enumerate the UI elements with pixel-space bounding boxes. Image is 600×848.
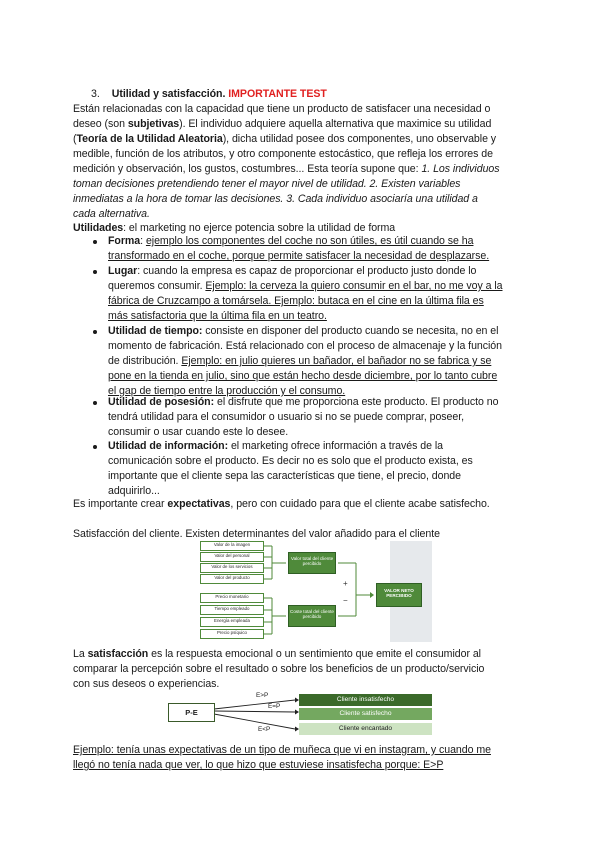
intro-line-2: deseo (son subjetivas). El individuo adquiere aquella alternativa que maximice su utilidad bbox=[73, 118, 492, 130]
intro-line-6: toman decisiones pretendiendo tener el mayor nivel de utilidad. 2. Existen variables bbox=[73, 178, 461, 190]
satisfaccion-def-line-1: La satisfacción es la respuesta emocional o un sentimiento que emite el consumidor al bbox=[73, 648, 481, 660]
total-cost-box: Coste total del cliente percibido bbox=[288, 605, 336, 627]
condition-label: E>P bbox=[256, 692, 269, 699]
satisfaccion-def-line-3: con sus deseos o experiencias. bbox=[73, 678, 220, 690]
bullet-icon bbox=[93, 445, 97, 449]
bullet-informacion-line-1: Utilidad de información: el marketing ofrece información a través de la bbox=[108, 440, 443, 452]
section-title: Utilidad y satisfacción. bbox=[111, 88, 226, 100]
utilidades-line: Utilidades: el marketing no ejerce potencia sobre la utilidad de forma bbox=[73, 222, 396, 234]
intro-line-8: cada alternativa. bbox=[73, 208, 150, 220]
bullet-tiempo-line-5: el gap de tiempo entre la producción y el consumo. bbox=[108, 385, 346, 397]
pe-box: P-E bbox=[168, 703, 215, 722]
ejemplo-final-line-2: llegó no tenía nada que ver, lo que hizo que estuviese insatisfecha porque: E>P bbox=[73, 759, 444, 771]
condition-label: E<P bbox=[258, 726, 271, 733]
intro-line-3: (Teoría de la Utilidad Aleatoria), dicha utilidad posee dos componentes, uno observable y bbox=[73, 133, 497, 145]
bullet-tiempo-line-2: momento de fabricación. Está relacionado con el proceso de almacenaje y la función bbox=[108, 340, 502, 352]
bullet-forma-line-1: Forma: ejemplo los componentes del coche no son útiles, es útil cuando se ha bbox=[108, 235, 474, 247]
section-heading bbox=[91, 87, 327, 102]
intro-line-4: medible, función de los atributos, y otro componente estocástico, que refleja los errores de bbox=[73, 148, 493, 160]
value-item: Valor del personal bbox=[200, 552, 264, 562]
bullet-posesion-line-2: tendrá utilidad para el consumidor o usuario si no se puede comprar, poseer, bbox=[108, 411, 465, 423]
bullet-lugar-line-2: queremos consumir. Ejemplo: la cerveza la quiero consumir en el bar, no me voy a la bbox=[108, 280, 503, 292]
intro-line-5: medición y observación, los gustos, costumbres... Esta teoría supone que: 1. Los individuos bbox=[73, 163, 500, 175]
bullet-tiempo-line-1: Utilidad de tiempo: consiste en disponer del producto cuando se necesita, no en el bbox=[108, 325, 499, 337]
bullet-icon bbox=[93, 401, 97, 405]
result-bar-encantado: Cliente encantado bbox=[299, 723, 432, 735]
value-item: Valor del producto bbox=[200, 574, 264, 584]
minus-sign: − bbox=[343, 596, 348, 605]
bullet-informacion-line-4: adquirirlo... bbox=[108, 485, 160, 497]
bullet-lugar-line-4: más satisfactoria que la última fila en un teatro. bbox=[108, 310, 327, 322]
plus-sign: + bbox=[343, 579, 348, 588]
bullet-icon bbox=[93, 330, 97, 334]
important-test-tag: IMPORTANTE TEST bbox=[228, 88, 327, 100]
result-bar-satisfecho: Cliente satisfecho bbox=[299, 708, 432, 720]
condition-label: E=P bbox=[268, 703, 281, 710]
bullet-forma-line-2: transformado en el coche, porque permite satisfacer la necesidad de desplazarse. bbox=[108, 250, 490, 262]
intro-line-1: Están relacionadas con la capacidad que tiene un producto de satisfacer una necesidad o bbox=[73, 103, 491, 115]
expectativas-line: Es importante crear expectativas, pero con cuidado para que el cliente acabe satisfecho. bbox=[73, 498, 490, 510]
bullet-lugar-line-1: Lugar: cuando la empresa es capaz de proporcionar el producto justo donde lo bbox=[108, 265, 477, 277]
pe-diagram bbox=[168, 692, 432, 740]
bullet-posesion-line-1: Utilidad de posesión: el disfrute que me proporciona este producto. El producto no bbox=[108, 396, 499, 408]
bullet-informacion-line-3: importante que el cliente sepa las características que tiene, el precio, donde bbox=[108, 470, 461, 482]
cost-item: Energía empleada bbox=[200, 617, 264, 627]
bullet-icon bbox=[93, 240, 97, 244]
result-bar-insatisfecho: Cliente insatisfecho bbox=[299, 694, 432, 706]
satisfaccion-def-line-2: comparar la percepción sobre el resultado o sobre los beneficios de un producto/servicio bbox=[73, 663, 485, 675]
bullet-posesion-line-3: consumir o usar cuando este lo desee. bbox=[108, 426, 289, 438]
cost-item: Tiempo empleado bbox=[200, 605, 264, 615]
ejemplo-final-line-1: Ejemplo: tenía unas expectativas de un tipo de muñeca que vi en instagram, y cuando me bbox=[73, 744, 491, 756]
net-value-box: VALOR NETO PERCIBIDO bbox=[376, 583, 422, 607]
bullet-tiempo-line-3: de distribución. Ejemplo: en julio quieres un bañador, el bañador no se fabrica y se bbox=[108, 355, 492, 367]
bullet-informacion-line-2: comunicación sobre el producto. Es decir no es solo que el producto exista, es bbox=[108, 455, 473, 467]
intro-line-7: inmediatas a la hora de tomar las decisiones. 3. Cada individuo asociaría una utilidad a bbox=[73, 193, 478, 205]
bullet-icon bbox=[93, 270, 97, 274]
section-number: 3. bbox=[91, 88, 100, 100]
satisfaccion-cliente-line: Satisfacción del cliente. Existen determinantes del valor añadido para el cliente bbox=[73, 528, 440, 540]
cost-item: Precio monetario bbox=[200, 593, 264, 603]
value-item: Valor de la imagen bbox=[200, 541, 264, 551]
value-diagram bbox=[180, 541, 432, 642]
value-item: Valor de los servicios bbox=[200, 563, 264, 573]
bullet-tiempo-line-4: pone en la tienda en julio, sino que están hecho desde diciembre, por lo tanto cubre bbox=[108, 370, 498, 382]
total-value-box: Valor total del cliente percibido bbox=[288, 552, 336, 574]
bullet-lugar-line-3: fábrica de Cruzcampo a tomársela. Ejemplo: butaca en el cine en la última fila es bbox=[108, 295, 484, 307]
cost-item: Precio psíquico bbox=[200, 629, 264, 639]
